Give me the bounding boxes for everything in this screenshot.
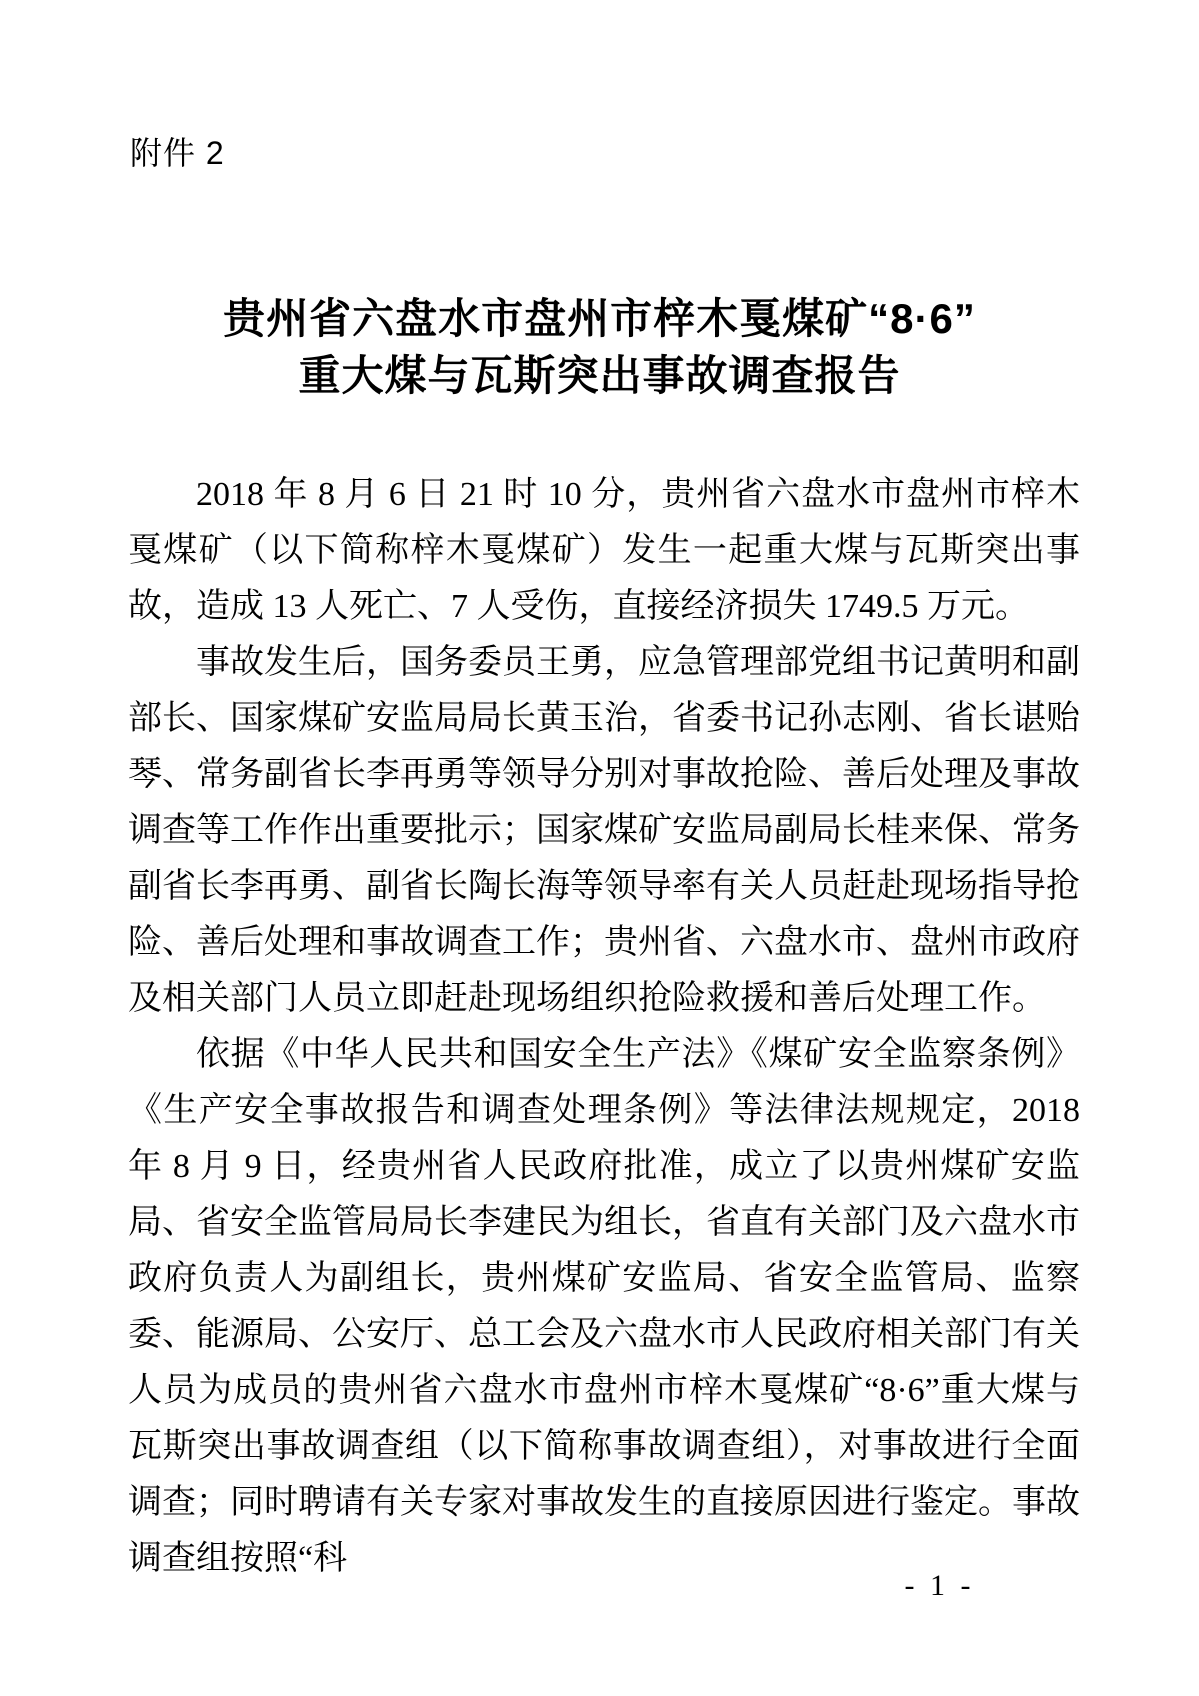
attachment-label: 附件 2: [130, 135, 225, 171]
page-footer: [0, 1566, 1199, 1606]
document-title: [0, 290, 1199, 404]
document-body: [128, 467, 1080, 1587]
body-paragraph-1: 2018 年 8 月 6 日 21 时 10 分，贵州省六盘水市盘州市梓木戛煤矿（以下简称梓木戛煤矿）发生一起重大煤与瓦斯突出事故，造成 13 人死亡、7 人受伤，直接经济损失 1749.5 万元。: [128, 476, 1080, 625]
document-title-line-2: 重大煤与瓦斯突出事故调查报告: [298, 352, 901, 399]
body-paragraph-2: 事故发生后，国务委员王勇，应急管理部党组书记黄明和副部长、国家煤矿安监局局长黄玉治，省委书记孙志刚、省长谌贻琴、常务副省长李再勇等领导分别对事故抢险、善后处理及事故调查等工作作出重要批示；国家煤矿安监局副局长桂来保、常务副省长李再勇、副省长陶长海等领导率有关人员赶赴现场指导抢险、善后处理和事故调查工作；贵州省、六盘水市、盘州市政府及相关部门人员立即赶赴现场组织抢险救援和善后处理工作。: [128, 644, 1080, 1017]
body-paragraph-3: 依据《中华人民共和国安全生产法》《煤矿安全监察条例》《生产安全事故报告和调查处理条例》等法律法规规定，2018 年 8 月 9 日，经贵州省人民政府批准，成立了以贵州煤矿安监局、省安全监管局局长李建民为组长，省直有关部门及六盘水市政府负责人为副组长，贵州煤矿安监局、省安全监管局、监察委、能源局、公安厅、总工会及六盘水市人民政府相关部门有关人员为成员的贵州省六盘水市盘州市梓木戛煤矿“8·6”重大煤与瓦斯突出事故调查组（以下简称事故调查组），对事故进行全面调查；同时聘请有关专家对事故发生的直接原因进行鉴定。事故调查组按照“科: [128, 1036, 1080, 1577]
page-number: - 1 -: [904, 1569, 975, 1602]
document-title-line-1: 贵州省六盘水市盘州市梓木戛煤矿“8·6”: [223, 295, 976, 342]
